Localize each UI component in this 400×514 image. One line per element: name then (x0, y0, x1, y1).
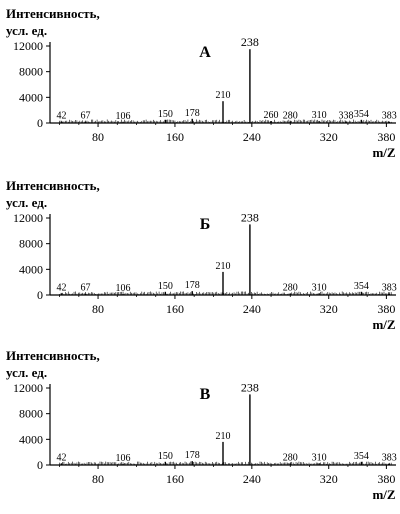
peak-label: 280 (282, 110, 298, 122)
peak-label: 383 (381, 452, 397, 464)
peak-label: 150 (157, 108, 173, 120)
peak-label: 310 (311, 452, 327, 464)
y-tick-label: 8000 (19, 64, 43, 79)
x-axis-label: m/Z (372, 317, 396, 332)
y-axis-label-line1: Интенсивность, (6, 6, 100, 21)
y-tick-label: 8000 (19, 236, 43, 251)
y-axis-label-line1: Интенсивность, (6, 178, 100, 193)
peak-label: 42 (56, 282, 67, 294)
y-tick-label: 0 (37, 458, 43, 472)
peak-label: 106 (115, 111, 131, 123)
peak-label: 310 (311, 110, 327, 122)
peak-label: 238 (240, 380, 259, 395)
y-tick-label: 12000 (13, 211, 43, 225)
spectrum-chart-b (0, 172, 400, 342)
peak-label: 150 (157, 450, 173, 462)
y-tick-label: 0 (37, 116, 43, 130)
y-tick-label: 12000 (13, 381, 43, 395)
peak-label: 106 (115, 283, 131, 295)
peak-label: 178 (184, 107, 200, 119)
peak-label: 67 (80, 282, 91, 294)
spectrum-chart-a (0, 0, 400, 170)
peak-label: 238 (240, 210, 259, 225)
peak-label: 354 (353, 450, 369, 462)
peak-label: 354 (353, 108, 369, 120)
peak-label: 42 (56, 452, 67, 464)
x-axis-label: m/Z (372, 145, 396, 160)
x-tick-label: 160 (165, 302, 184, 316)
peak-label: 260 (263, 110, 279, 122)
x-tick-label: 160 (165, 472, 184, 486)
peak-label: 383 (381, 110, 397, 122)
peak-label: 310 (311, 282, 327, 294)
y-tick-label: 4000 (19, 90, 43, 105)
x-tick-label: 240 (242, 472, 261, 486)
spectrum-panel-a (0, 0, 400, 170)
x-tick-label: 380 (377, 130, 396, 144)
panel-letter: В (199, 386, 211, 403)
y-axis-label-line2: усл. ед. (6, 365, 48, 380)
x-tick-label: 320 (319, 302, 338, 316)
peak-label: 210 (215, 90, 231, 102)
y-tick-label: 0 (37, 288, 43, 302)
x-axis-label: m/Z (372, 487, 396, 502)
y-axis-label-line1: Интенсивность, (6, 348, 100, 363)
y-axis-label-line2: усл. ед. (6, 195, 48, 210)
x-tick-label: 320 (319, 472, 338, 486)
peak-label: 210 (215, 430, 231, 442)
peak-label: 178 (184, 280, 200, 292)
peak-label: 238 (240, 35, 259, 50)
y-axis-label-line2: усл. ед. (6, 23, 48, 38)
peak-label: 280 (282, 282, 298, 294)
spectrum-panel-c (0, 342, 400, 512)
x-tick-label: 240 (242, 302, 261, 316)
peak-label: 67 (80, 110, 91, 122)
panel-letter: А (199, 44, 211, 61)
x-tick-label: 320 (319, 130, 338, 144)
peak-label: 106 (115, 453, 131, 465)
peak-label: 354 (353, 280, 369, 292)
spectrum-chart-c (0, 342, 400, 512)
x-tick-label: 160 (165, 130, 184, 144)
x-tick-label: 80 (92, 472, 105, 486)
spectrum-panel-b (0, 172, 400, 342)
y-tick-label: 12000 (13, 39, 43, 53)
peak-label: 150 (157, 280, 173, 292)
peak-label: 280 (282, 452, 298, 464)
peak-label: 210 (215, 260, 231, 272)
x-tick-label: 80 (92, 302, 105, 316)
y-tick-label: 8000 (19, 406, 43, 421)
peak-label: 178 (184, 450, 200, 462)
x-tick-label: 380 (377, 302, 396, 316)
panel-letter: Б (199, 216, 211, 233)
peak-label: 42 (56, 110, 67, 122)
peak-label: 338 (338, 110, 354, 122)
x-tick-label: 380 (377, 472, 396, 486)
x-tick-label: 80 (92, 130, 105, 144)
x-tick-label: 240 (242, 130, 261, 144)
y-tick-label: 4000 (19, 262, 43, 277)
y-tick-label: 4000 (19, 432, 43, 447)
peak-label: 383 (381, 282, 397, 294)
